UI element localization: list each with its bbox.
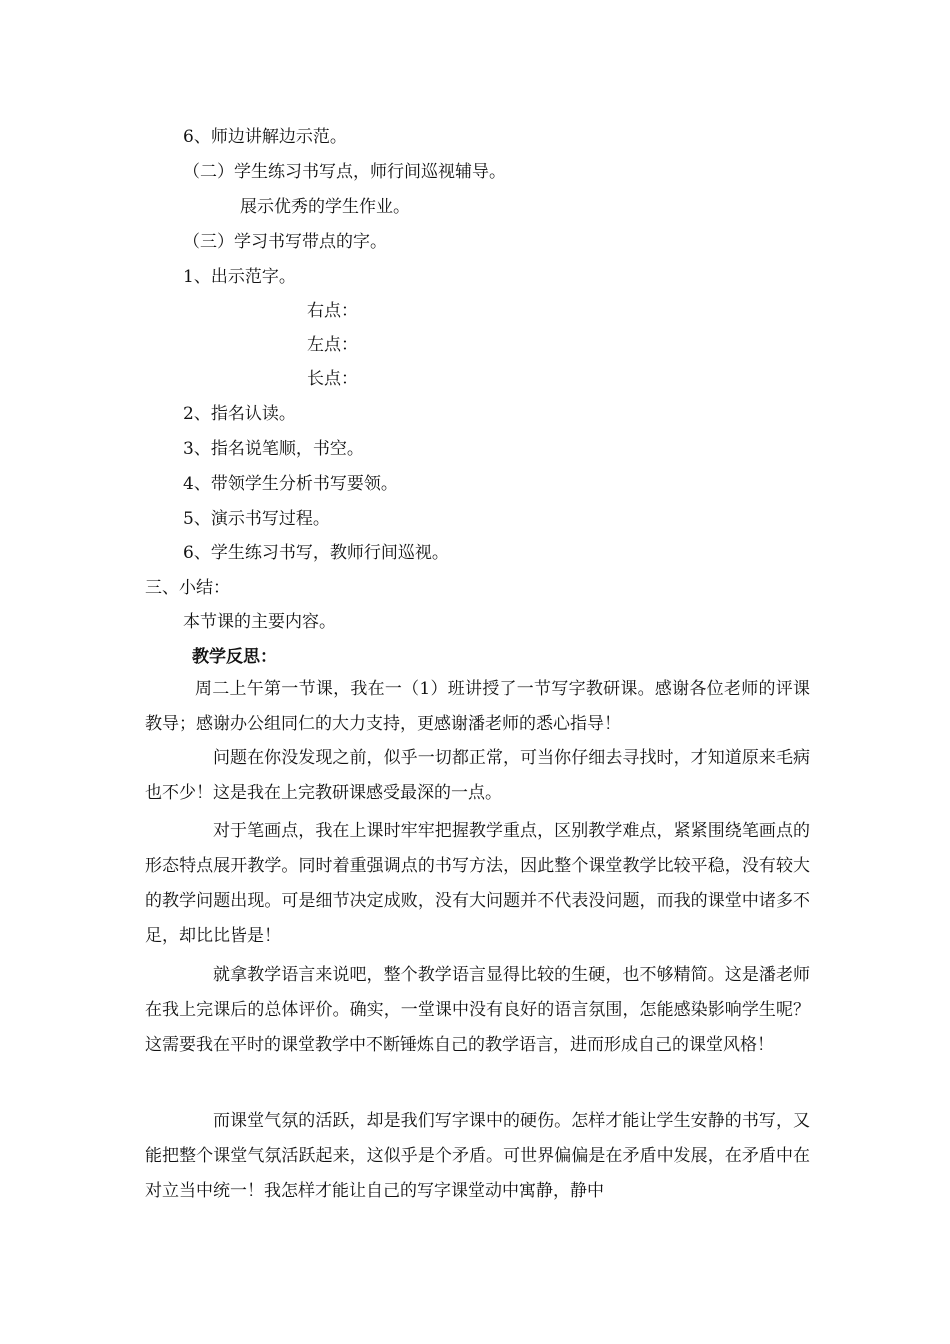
reflection-paragraph-5: 而课堂气氛的活跃，却是我们写字课中的硬伤。怎样才能让学生安静的书写，又能把整个课堂气氛活跃起来，这似乎是个矛盾。可世界偏偏是在矛盾中发展，在矛盾中在对立当中统一！我怎样才能让自己的写字课堂动中寓静，静中 — [145, 1111, 810, 1201]
outline-part3-title: （三）学习书写带点的字。 — [183, 232, 387, 252]
outline-part2-show: 展示优秀的学生作业。 — [240, 197, 410, 217]
reflection-paragraph-3: 对于笔画点，我在上课时牢牢把握教学重点，区别教学难点，紧紧围绕笔画点的形态特点展开教学。同时着重强调点的书写方法，因此整个课堂教学比较平稳，没有较大的教学问题出现。可是细节决定成败，没有大问题并不代表没问题，而我的课堂中诸多不足，却比比皆是！ — [145, 821, 810, 946]
outline-p3-5: 5、演示书写过程。 — [183, 509, 330, 529]
reflection-title: 教学反思： — [192, 647, 277, 667]
outline-part2-title: （二）学生练习书写点，师行间巡视辅导。 — [183, 162, 506, 182]
reflection-paragraph-4: 就拿教学语言来说吧，整个教学语言显得比较的生硬，也不够精简。这是潘老师在我上完课后的总体评价。确实，一堂课中没有良好的语言氛围，怎能感染影响学生呢？这需要我在平时的课堂教学中不断锤炼自己的教学语言，进而形成自己的课堂风格！ — [145, 965, 810, 1055]
summary-text: 本节课的主要内容。 — [183, 612, 336, 632]
outline-p3-1: 1、出示范字。 — [183, 267, 296, 287]
reflection-paragraph-1: 周二上午第一节课，我在一（1）班讲授了一节写字教研课。感谢各位老师的评课教导；感谢办公组同仁的大力支持，更感谢潘老师的悉心指导！ — [145, 679, 810, 734]
outline-right-dot: 右点： — [307, 301, 358, 321]
outline-left-dot: 左点： — [307, 335, 358, 355]
outline-p3-6: 6、学生练习书写，教师行间巡视。 — [183, 543, 449, 563]
outline-p3-4: 4、带领学生分析书写要领。 — [183, 474, 398, 494]
outline-p3-3: 3、指名说笔顺，书空。 — [183, 439, 364, 459]
outline-p3-2: 2、指名认读。 — [183, 404, 296, 424]
outline-step6-demo: 6、师边讲解边示范。 — [183, 127, 347, 147]
outline-long-dot: 长点： — [307, 369, 358, 389]
summary-title: 三、小结： — [145, 578, 230, 598]
reflection-paragraph-2: 问题在你没发现之前，似乎一切都正常，可当你仔细去寻找时，才知道原来毛病也不少！这是我在上完教研课感受最深的一点。 — [145, 748, 810, 803]
